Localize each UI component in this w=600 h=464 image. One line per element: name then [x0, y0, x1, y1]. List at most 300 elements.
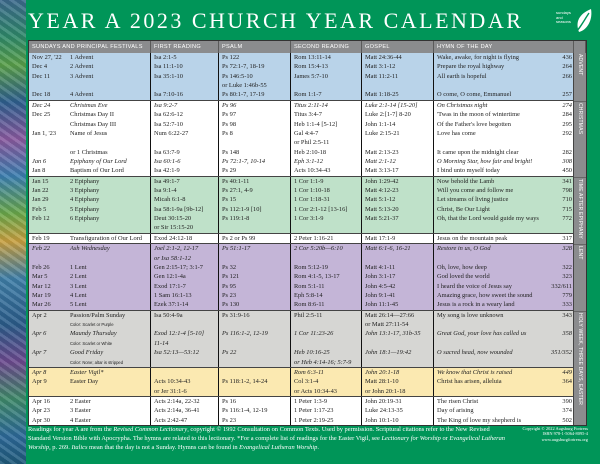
- second-reading-cell-text: 1 Cor 1:18-31: [294, 196, 330, 204]
- hymn-title: Wake, awake, for night is flying: [437, 54, 520, 61]
- second-reading-cell-text: Gal 4:4-7 or Phil 2:5-11: [294, 129, 330, 147]
- second-reading-cell-text: Acts 10:34-43: [294, 167, 331, 175]
- psalm-cell-text: Ps 40:1-11: [222, 177, 250, 185]
- date-cell-text: Feb 26: [32, 263, 50, 271]
- table-row: [29, 53, 586, 62]
- date-cell: [29, 282, 67, 291]
- gospel-cell: [362, 166, 434, 175]
- date-cell-text: Feb 12: [32, 215, 50, 223]
- footer-text: or: [440, 435, 450, 442]
- date-cell-text: Mar 19: [32, 291, 51, 299]
- date-cell-text: Apr 23: [32, 407, 50, 415]
- table-row: [29, 214, 586, 233]
- liturgical-color-note: Color: None; altar is stripped: [70, 359, 124, 365]
- date-cell-text: Feb 19: [32, 234, 50, 242]
- name-cell: [67, 234, 151, 243]
- first-reading-cell: [151, 214, 219, 233]
- column-header-hymn: HYMN OF THE DAY: [434, 41, 574, 53]
- second-reading-cell: [291, 214, 362, 233]
- name-cell-text: 2 Lent: [70, 273, 87, 281]
- first-reading-cell: [151, 53, 219, 62]
- hymn-title: Great God, your love has called us: [437, 330, 527, 338]
- footer-text: Readings for year A are from the: [28, 426, 114, 433]
- date-cell-text: Feb 5: [32, 205, 47, 213]
- gospel-cell: [362, 311, 434, 330]
- date-cell-text: Jan 8: [32, 167, 46, 175]
- season-label-epiphany: TIME AFTER EPIPHANY: [574, 178, 586, 245]
- second-reading-cell: [291, 348, 362, 367]
- hymn-number: 390: [562, 397, 572, 405]
- gospel-cell-text: John 10:1-10: [365, 416, 399, 424]
- table-row: [29, 377, 586, 396]
- second-reading-cell: [291, 377, 362, 396]
- gospel-cell: [362, 101, 434, 110]
- table-row: [29, 300, 586, 309]
- table-row: [29, 272, 586, 281]
- date-cell-text: Apr 7: [32, 349, 47, 357]
- second-reading-cell: [291, 186, 362, 195]
- second-reading-cell-text: 1 Peter 1:3-9: [294, 397, 328, 405]
- hymn-cell: [434, 157, 574, 166]
- second-reading-cell: [291, 53, 362, 62]
- website-link[interactable]: www.augsburgfortress.org: [541, 436, 588, 442]
- name-cell: [67, 368, 151, 377]
- first-reading-cell: [151, 291, 219, 300]
- first-reading-cell: [151, 177, 219, 186]
- first-reading-cell: [151, 300, 219, 309]
- gospel-cell: [362, 329, 434, 348]
- name-cell-text: Good Friday: [70, 349, 104, 357]
- name-cell-text: 2 Easter: [70, 397, 91, 405]
- second-reading-cell: [291, 272, 362, 281]
- date-cell-text: Dec 4: [32, 63, 48, 71]
- psalm-cell: [219, 90, 291, 99]
- footer-elw: Evangelical Lutheran Worship: [239, 444, 318, 451]
- psalm-cell-text: Ps 31:9-16: [222, 311, 250, 319]
- hymn-title: Love has come: [437, 129, 476, 137]
- second-reading-cell-text: Rom 8:6-11: [294, 301, 325, 309]
- footer-italics: Italics: [71, 444, 88, 451]
- name-cell: [67, 186, 151, 195]
- hymn-cell: [434, 244, 574, 263]
- hymn-number: 351/352: [551, 349, 572, 357]
- second-reading-cell: [291, 263, 362, 272]
- date-cell: [29, 166, 67, 175]
- psalm-cell-text: Ps 27:1, 4-9: [222, 187, 253, 195]
- hymn-number: 266: [562, 72, 572, 80]
- name-cell: [67, 282, 151, 291]
- table-row: [29, 129, 586, 148]
- page-title: YEAR A 2023 CHURCH YEAR CALENDAR: [28, 8, 524, 33]
- date-cell: [29, 406, 67, 415]
- gospel-cell-text: John 20:1-18: [365, 368, 400, 376]
- psalm-cell-text: Ps 148: [222, 148, 240, 156]
- name-cell-text: Epiphany of Our Lord: [70, 157, 127, 165]
- table-body: [29, 53, 586, 425]
- date-cell: [29, 148, 67, 157]
- first-reading-cell: [151, 157, 219, 166]
- name-cell-text: 6 Epiphany: [70, 215, 100, 223]
- psalm-cell: [219, 72, 291, 91]
- name-cell: [67, 416, 151, 425]
- table-row: [29, 243, 586, 263]
- decorative-artwork-strip: [0, 0, 26, 464]
- hymn-title: The risen Christ: [437, 397, 479, 405]
- hymn-cell: [434, 368, 574, 377]
- hymn-number: 284: [562, 111, 572, 119]
- gospel-cell: [362, 53, 434, 62]
- second-reading-cell: [291, 300, 362, 309]
- first-reading-cell: [151, 62, 219, 71]
- psalm-cell-text: Ps 80:1-7, 17-19: [222, 91, 265, 99]
- hymn-number: 308: [562, 157, 572, 165]
- hymn-title: It came upon the midnight clear: [437, 148, 519, 156]
- name-cell: [67, 90, 151, 99]
- table-row: [29, 157, 586, 166]
- psalm-cell-text: Ps 98: [222, 120, 237, 128]
- psalm-cell: [219, 234, 291, 243]
- hymn-number: 715: [562, 205, 572, 213]
- table-row: [29, 367, 586, 377]
- name-cell: [67, 148, 151, 157]
- date-cell: [29, 291, 67, 300]
- hymn-cell: [434, 166, 574, 175]
- hymn-title: Oh, that the Lord would guide my ways: [437, 215, 539, 223]
- gospel-cell: [362, 234, 434, 243]
- date-cell: [29, 62, 67, 71]
- hymn-cell: [434, 234, 574, 243]
- hymn-cell: [434, 129, 574, 148]
- second-reading-cell-text: 1 Cor 2:1-12 [13-16]: [294, 205, 348, 213]
- hymn-title: Let streams of living justice: [437, 196, 509, 204]
- name-cell: [67, 329, 151, 348]
- first-reading-cell: [151, 101, 219, 110]
- table-row: [29, 310, 586, 330]
- date-cell: [29, 72, 67, 91]
- name-cell: [67, 406, 151, 415]
- gospel-cell-text: Matt 4:1-11: [365, 263, 396, 271]
- table-row: [29, 62, 586, 71]
- name-cell-text: 4 Easter: [70, 416, 91, 424]
- footer-lfw: Lectionary for Worship: [381, 435, 441, 442]
- footer-elw: Evangelical Lutheran Worship: [28, 435, 505, 451]
- table-row: [29, 291, 586, 300]
- first-reading-cell-text: Isa 60:1-6: [154, 157, 181, 165]
- hymn-title: I bind unto myself today: [437, 167, 500, 175]
- psalm-cell-text: Ps 112:1-9 [10]: [222, 205, 262, 213]
- first-reading-cell: [151, 368, 219, 377]
- footer-text: , copyright © 1992 Consultation on Common Texts. Used by permission. Scriptural citations refer to the New Revised Standard Version Bible with Apocrypha. The hymns are related to this lectionary. *For a complete list of readings for the Easter Vigil, see: [28, 426, 490, 442]
- first-reading-cell-text: Acts 2:14a, 36-41: [154, 407, 200, 415]
- gospel-cell: [362, 368, 434, 377]
- hymn-number: 328: [562, 245, 572, 253]
- hymn-number: 274: [562, 101, 572, 109]
- gospel-cell: [362, 177, 434, 186]
- gospel-cell: [362, 148, 434, 157]
- copyright-block: [523, 426, 588, 442]
- first-reading-cell: [151, 186, 219, 195]
- gospel-cell-text: John 11:1-45: [365, 301, 399, 309]
- gospel-cell: [362, 300, 434, 309]
- name-cell-text: Ash Wednesday: [70, 245, 110, 253]
- second-reading-cell-text: Rom 15:4-13: [294, 63, 328, 71]
- psalm-cell: [219, 214, 291, 233]
- gospel-cell: [362, 195, 434, 204]
- name-cell-text: 2 Advent: [70, 63, 94, 71]
- date-cell: [29, 186, 67, 195]
- second-reading-cell: [291, 234, 362, 243]
- first-reading-cell: [151, 129, 219, 148]
- date-cell: [29, 177, 67, 186]
- second-reading-cell: [291, 129, 362, 148]
- name-cell: [67, 348, 151, 367]
- footer-note: [28, 425, 508, 452]
- name-cell-text: 4 Lent: [70, 291, 87, 299]
- psalm-cell: [219, 148, 291, 157]
- name-cell: [67, 157, 151, 166]
- column-header-gospel: GOSPEL: [362, 41, 434, 53]
- psalm-cell-text: Ps 2 or Ps 99: [222, 234, 256, 242]
- name-cell: [67, 272, 151, 281]
- psalm-cell-text: Ps 8: [222, 129, 233, 137]
- date-cell-text: Apr 30: [32, 416, 50, 424]
- name-cell-text: Christmas Day III: [70, 120, 117, 128]
- hymn-number: 282: [562, 148, 572, 156]
- hymn-cell: [434, 177, 574, 186]
- name-cell: [67, 244, 151, 263]
- hymn-cell: [434, 348, 574, 367]
- gospel-cell-text: Luke 2:1-14 [15-20]: [365, 101, 418, 109]
- name-cell: [67, 101, 151, 110]
- table-row: [29, 186, 586, 195]
- psalm-cell-text: Ps 15: [222, 196, 237, 204]
- hymn-number: 364: [562, 378, 572, 386]
- date-cell: [29, 205, 67, 214]
- second-reading-cell-text: Heb 10:16-25 or Heb 4:14-16; 5:7-9: [294, 349, 352, 366]
- name-cell: [67, 311, 151, 330]
- gospel-cell-text: John 20:19-31: [365, 397, 402, 405]
- gospel-cell-text: Matt 6:1-6, 16-21: [365, 245, 411, 253]
- hymn-title: O come, O come, Emmanuel: [437, 91, 512, 99]
- date-cell: [29, 397, 67, 406]
- hymn-number: 257: [562, 91, 572, 99]
- second-reading-cell-text: 2 Peter 1:16-21: [294, 234, 334, 242]
- first-reading-cell-text: Acts 10:34-43 or Jer 31:1-6: [154, 378, 191, 395]
- hymn-number: 779: [562, 291, 572, 299]
- gospel-cell-text: Matt 3:1-12: [365, 63, 396, 71]
- first-reading-cell-text: 1 Sam 16:1-13: [154, 291, 192, 299]
- table-row: [29, 282, 586, 291]
- gospel-cell: [362, 205, 434, 214]
- name-cell-text: 3 Lent: [70, 282, 87, 290]
- name-cell-text: 3 Advent: [70, 72, 94, 80]
- psalm-cell: [219, 300, 291, 309]
- psalm-cell: [219, 377, 291, 396]
- psalm-cell-text: Ps 95: [222, 282, 237, 290]
- second-reading-cell: [291, 148, 362, 157]
- name-cell-text: Name of Jesus: [70, 129, 108, 137]
- second-reading-cell: [291, 166, 362, 175]
- psalm-cell: [219, 416, 291, 425]
- gospel-cell-text: Matt 5:1-12: [365, 196, 396, 204]
- second-reading-cell: [291, 177, 362, 186]
- hymn-number: 798: [562, 187, 572, 195]
- gospel-cell-text: Luke 24:13-35: [365, 407, 403, 415]
- table-row: [29, 396, 586, 406]
- column-header-psalm: PSALM: [219, 41, 291, 53]
- first-reading-cell-text: Joel 2:1-2, 12-17 or Isa 58:1-12: [154, 245, 199, 262]
- second-reading-cell: [291, 62, 362, 71]
- second-reading-cell-text: Rom 5:1-11: [294, 282, 325, 290]
- hymn-number: 322: [562, 263, 572, 271]
- season-label-holy-week-easter: HOLY WEEK, THREE DAYS, EASTER: [577, 313, 583, 406]
- name-cell: [67, 205, 151, 214]
- first-reading-cell: [151, 272, 219, 281]
- hymn-title: Oh, love, how deep: [437, 263, 487, 271]
- gospel-cell: [362, 62, 434, 71]
- sundays-and-seasons-logo: [556, 8, 596, 36]
- hymn-title: Christ, Be Our Light: [437, 205, 490, 213]
- first-reading-cell-text: Isa 9:2-7: [154, 101, 178, 109]
- psalm-cell-text: Ps 23: [222, 416, 237, 424]
- date-cell: [29, 195, 67, 204]
- hymn-number: 436: [562, 54, 572, 61]
- second-reading-cell-text: Col 3:1-4 or Acts 10:34-43: [294, 378, 337, 395]
- hymn-title: Day of arising: [437, 407, 474, 415]
- table-row: [29, 406, 586, 415]
- hymn-cell: [434, 186, 574, 195]
- first-reading-cell-text: Isa 52:13—53:12: [154, 349, 199, 357]
- psalm-cell-text: Ps 146:5-10 or Luke 1:46b-55: [222, 72, 267, 90]
- name-cell-text: Easter Vigil*: [70, 368, 104, 376]
- second-reading-cell-text: Eph 3:1-12: [294, 157, 323, 165]
- name-cell-text: Christmas Day II: [70, 111, 115, 119]
- gospel-cell-text: John 3:1-17: [365, 273, 396, 281]
- gospel-cell-text: Matt 28:1-10 or John 20:1-18: [365, 378, 406, 395]
- gospel-cell: [362, 416, 434, 425]
- logo-text: sundays and seasons: [556, 10, 571, 25]
- date-cell: [29, 90, 67, 99]
- psalm-cell-text: Ps 96: [222, 101, 237, 109]
- season-label-christmas: CHRISTMAS: [574, 102, 586, 178]
- second-reading-cell-text: 2 Cor 5:20b—6:10: [294, 245, 343, 253]
- date-cell: [29, 120, 67, 129]
- calendar-table: [28, 40, 587, 426]
- second-reading-cell: [291, 329, 362, 348]
- gospel-cell: [362, 406, 434, 415]
- column-header-sundays: SUNDAYS AND PRINCIPAL FESTIVALS: [29, 41, 151, 53]
- hymn-cell: [434, 377, 574, 396]
- name-cell: [67, 53, 151, 62]
- season-labels: [573, 53, 586, 425]
- hymn-number: 449: [562, 368, 572, 376]
- gospel-cell: [362, 129, 434, 148]
- hymn-cell: [434, 272, 574, 281]
- hymn-title: Jesus on the mountain peak: [437, 234, 508, 242]
- table-row: [29, 205, 586, 214]
- leaf-icon: [571, 8, 595, 36]
- hymn-number: 772: [562, 215, 572, 223]
- hymn-cell: [434, 195, 574, 204]
- date-cell: [29, 300, 67, 309]
- second-reading-cell-text: Rom 4:1-5, 13-17: [294, 273, 340, 281]
- psalm-cell: [219, 263, 291, 272]
- table-row: [29, 329, 586, 348]
- first-reading-cell-text: Isa 63:7-9: [154, 148, 180, 156]
- date-cell-text: Dec 18: [32, 91, 51, 99]
- date-cell-text: Dec 24: [32, 101, 51, 109]
- date-cell-text: Jan 6: [32, 157, 47, 165]
- hymn-number: 264: [562, 63, 572, 71]
- hymn-cell: [434, 416, 574, 425]
- hymn-number: 374: [562, 407, 572, 415]
- date-cell: [29, 377, 67, 396]
- date-cell: [29, 234, 67, 243]
- first-reading-cell: [151, 148, 219, 157]
- hymn-number: 341: [562, 177, 572, 185]
- psalm-cell-text: Ps 72:1-7, 18-19: [222, 63, 265, 71]
- second-reading-cell: [291, 397, 362, 406]
- name-cell-text: Christmas Eve: [70, 101, 108, 109]
- first-reading-cell-text: Isa 62:6-12: [154, 111, 183, 119]
- psalm-cell-text: Ps 23: [222, 291, 237, 299]
- name-cell-text: 3 Epiphany: [70, 187, 100, 195]
- hymn-title: Restore in us, O God: [437, 245, 491, 253]
- first-reading-cell: [151, 120, 219, 129]
- name-cell: [67, 62, 151, 71]
- table-row: [29, 148, 586, 157]
- first-reading-cell: [151, 234, 219, 243]
- name-cell-text: 5 Epiphany: [70, 205, 100, 213]
- date-cell-text: Apr 16: [32, 397, 50, 405]
- psalm-cell-text: Ps 29: [222, 167, 237, 175]
- date-cell: [29, 368, 67, 377]
- name-cell: [67, 177, 151, 186]
- gospel-cell-text: Matt 11:2-11: [365, 72, 399, 80]
- psalm-cell-text: Ps 121: [222, 273, 240, 281]
- gospel-cell: [362, 186, 434, 195]
- gospel-cell-text: John 1:29-42: [365, 177, 399, 185]
- first-reading-cell: [151, 166, 219, 175]
- liturgical-color-note: Color: Scarlet or Purple: [70, 322, 114, 328]
- hymn-title: O Morning Star, how fair and bright!: [437, 157, 533, 165]
- name-cell: [67, 291, 151, 300]
- table-row: [29, 348, 586, 367]
- date-cell: [29, 53, 67, 62]
- date-cell: [29, 110, 67, 119]
- date-cell-text: Apr 9: [32, 378, 47, 386]
- gospel-cell: [362, 263, 434, 272]
- second-reading-cell: [291, 101, 362, 110]
- first-reading-cell: [151, 282, 219, 291]
- hymn-cell: [434, 329, 574, 348]
- table-row: [29, 100, 586, 110]
- table-header: [29, 41, 586, 53]
- hymn-number: 295: [562, 120, 572, 128]
- name-cell: [67, 263, 151, 272]
- hymn-number: 317: [562, 234, 572, 242]
- first-reading-cell-text: Exod 12:1-4 [5-10] 11-14: [154, 330, 205, 347]
- hymn-title: God loved the world: [437, 273, 490, 281]
- second-reading-cell-text: Rom 5:12-19: [294, 263, 328, 271]
- name-cell-text: Maundy Thursday: [70, 330, 117, 338]
- hymn-number: 450: [562, 167, 572, 175]
- hymn-cell: [434, 205, 574, 214]
- table-row: [29, 263, 586, 272]
- gospel-cell: [362, 214, 434, 233]
- gospel-cell: [362, 72, 434, 91]
- first-reading-cell: [151, 311, 219, 330]
